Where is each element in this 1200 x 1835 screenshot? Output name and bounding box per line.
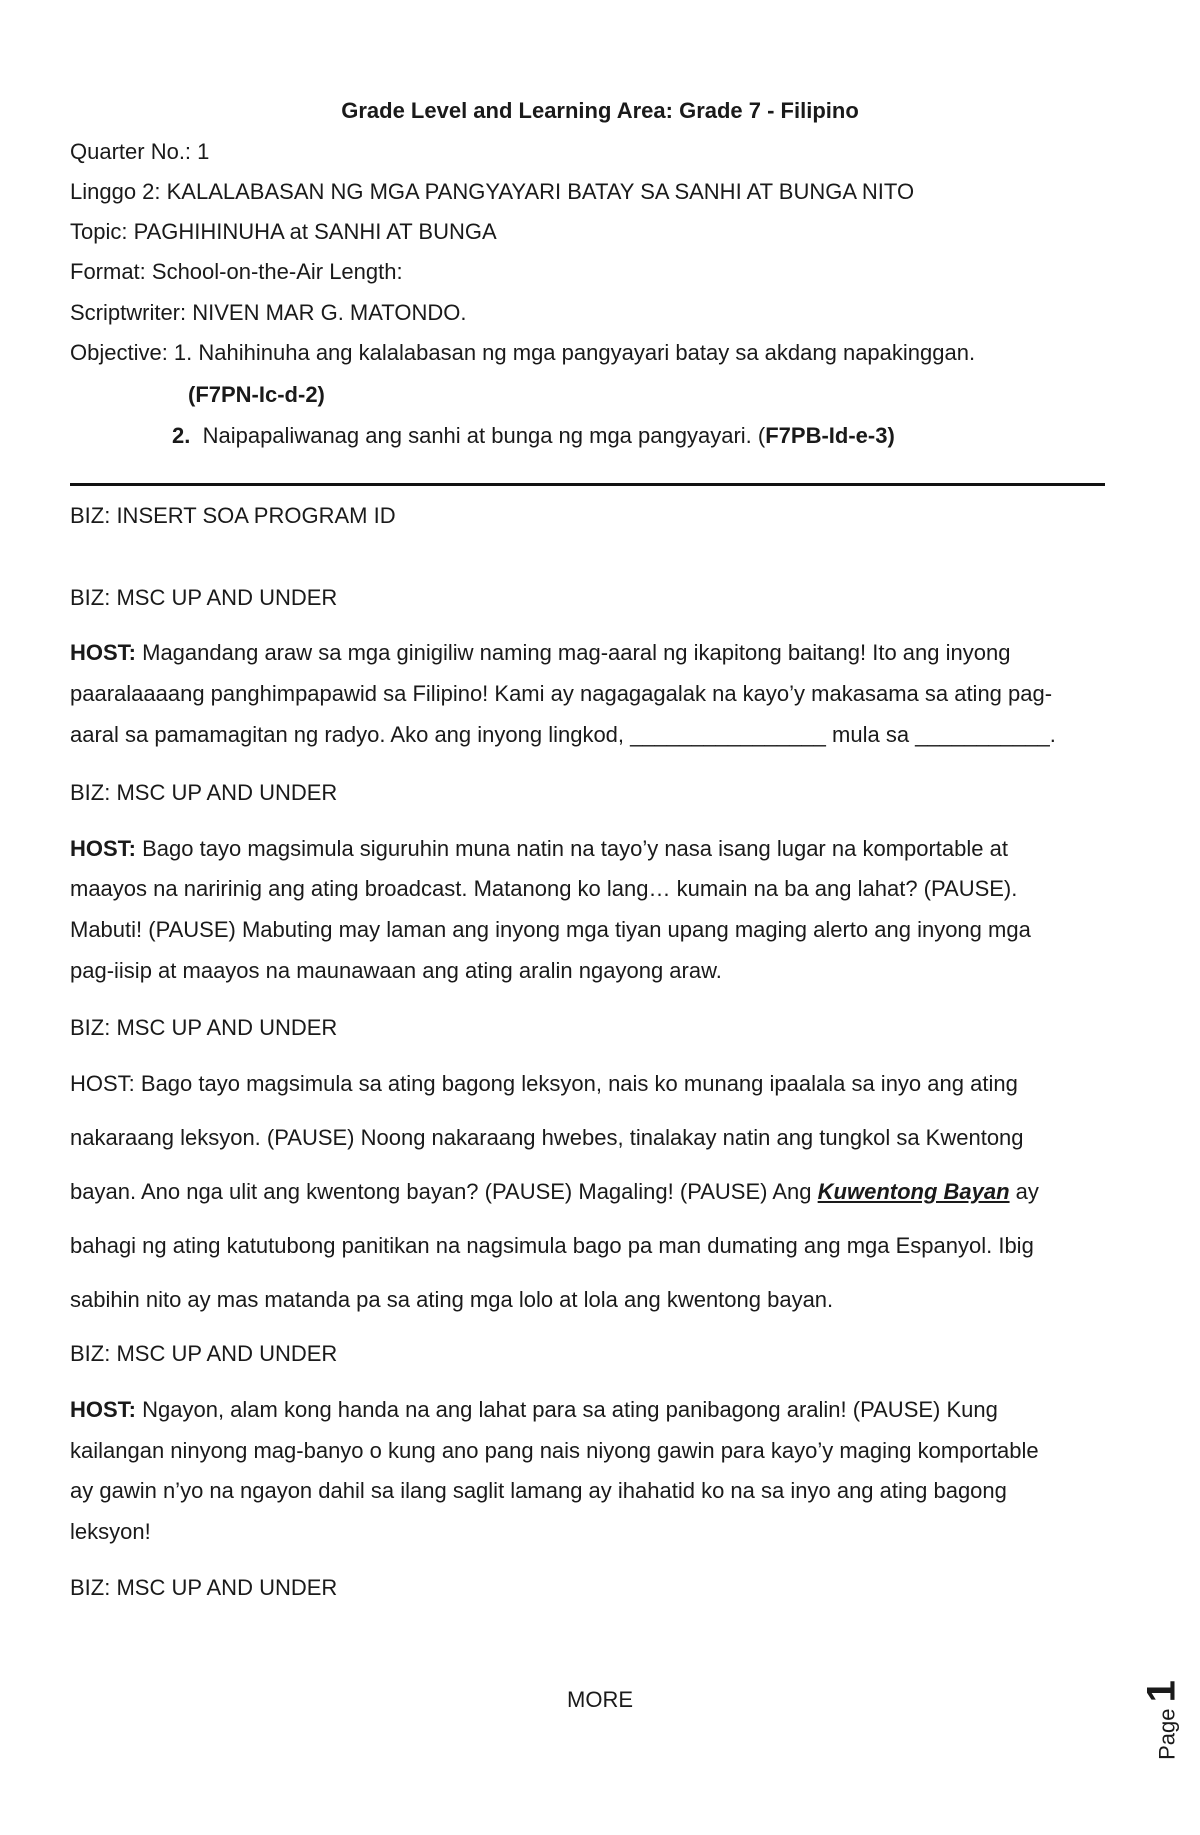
host-line: Mabuti! (PAUSE) Mabuting may laman ang inyong mga tiyan upang maging alerto ang inyong mga xyxy=(70,917,1031,942)
host-line: bahagi ng ating katutubong panitikan na nagsimula bago pa man dumating ang mga Espanyol. Ibig xyxy=(70,1233,1034,1258)
topic-line: Topic: PAGHIHINUHA at SANHI AT BUNGA xyxy=(70,219,497,244)
horizontal-rule xyxy=(70,483,1105,486)
page-number-marker xyxy=(1140,1665,1184,1775)
biz-cue: BIZ: MSC UP AND UNDER xyxy=(70,585,338,610)
objective-1: Objective: 1. Nahihinuha ang kalalabasan ng mga pangyayari batay sa akdang napakinggan. xyxy=(70,340,976,365)
page-number: 1 xyxy=(1139,1680,1184,1703)
host-line: HOST: Bago tayo magsimula sa ating bagong leksyon, nais ko munang ipaalala sa inyo ang ating xyxy=(70,1071,1018,1096)
host-line: nakaraang leksyon. (PAUSE) Noong nakaraang hwebes, tinalakay natin ang tungkol sa Kwentong xyxy=(70,1125,1024,1150)
host-line: pag-iisip at maayos na maunawaan ang ating aralin ngayong araw. xyxy=(70,958,722,983)
objective-2 xyxy=(172,423,895,449)
objective-2-text: Naipapaliwanag ang sanhi at bunga ng mga pangyayari. ( xyxy=(202,423,766,448)
host-line: bayan. Ano nga ulit ang kwentong bayan? (PAUSE) Magaling! (PAUSE) Ang Kuwentong Bayan ay xyxy=(70,1179,1039,1204)
biz-program-id: BIZ: INSERT SOA PROGRAM ID xyxy=(70,503,396,528)
host-line: ay gawin n’yo na ngayon dahil sa ilang saglit lamang ay ihahatid ko na sa inyo ang ating bagong xyxy=(70,1478,1007,1503)
more-label: MORE xyxy=(567,1687,633,1712)
format-line: Format: School-on-the-Air Length: xyxy=(70,259,403,284)
objective-2-number: 2. xyxy=(172,423,191,448)
quarter-line: Quarter No.: 1 xyxy=(70,139,210,164)
host-line: HOST: Bago tayo magsimula siguruhin muna natin na tayo’y nasa isang lugar na komportable at xyxy=(70,836,1008,861)
biz-cue: BIZ: MSC UP AND UNDER xyxy=(70,780,338,805)
scriptwriter-line: Scriptwriter: NIVEN MAR G. MATONDO. xyxy=(70,300,467,325)
host-line: HOST: Ngayon, alam kong handa na ang lahat para sa ating panibagong aralin! (PAUSE) Kung xyxy=(70,1397,998,1422)
host-line: sabihin nito ay mas matanda pa sa ating mga lolo at lola ang kwentong bayan. xyxy=(70,1287,834,1312)
objective-2-code: F7PB-Id-e-3) xyxy=(765,423,895,448)
host-line: kailangan ninyong mag-banyo o kung ano pang nais niyong gawin para kayo’y maging komportable xyxy=(70,1438,1039,1463)
linggo-line: Linggo 2: KALALABASAN NG MGA PANGYAYARI BATAY SA SANHI AT BUNGA NITO xyxy=(70,179,915,204)
kuwentong-bayan-emphasis: Kuwentong Bayan xyxy=(817,1179,1010,1204)
host-line: aaral sa pamamagitan ng radyo. Ako ang inyong lingkod, ________________ mula sa ___________. xyxy=(70,722,1056,747)
biz-cue: BIZ: MSC UP AND UNDER xyxy=(70,1575,338,1600)
host-line: leksyon! xyxy=(70,1519,151,1544)
host-label: HOST: xyxy=(70,640,136,665)
document-title: Grade Level and Learning Area: Grade 7 - Filipino xyxy=(341,98,859,123)
host-label: HOST: xyxy=(70,836,136,861)
host-line: paaralaaaang panghimpapawid sa Filipino! Kami ay nagagagalak na kayo’y makasama sa ating pag- xyxy=(70,681,1053,706)
page-word: Page xyxy=(1154,1708,1180,1760)
biz-cue: BIZ: MSC UP AND UNDER xyxy=(70,1341,338,1366)
objective-1-code: (F7PN-Ic-d-2) xyxy=(188,382,325,407)
host-line: maayos na naririnig ang ating broadcast. Matanong ko lang… kumain na ba ang lahat? (PAUSE). xyxy=(70,876,1018,901)
host-label: HOST: xyxy=(70,1397,136,1422)
host-line: HOST: Magandang araw sa mga ginigiliw naming mag-aaral ng ikapitong baitang! Ito ang inyong xyxy=(70,640,1011,665)
biz-cue: BIZ: MSC UP AND UNDER xyxy=(70,1015,338,1040)
